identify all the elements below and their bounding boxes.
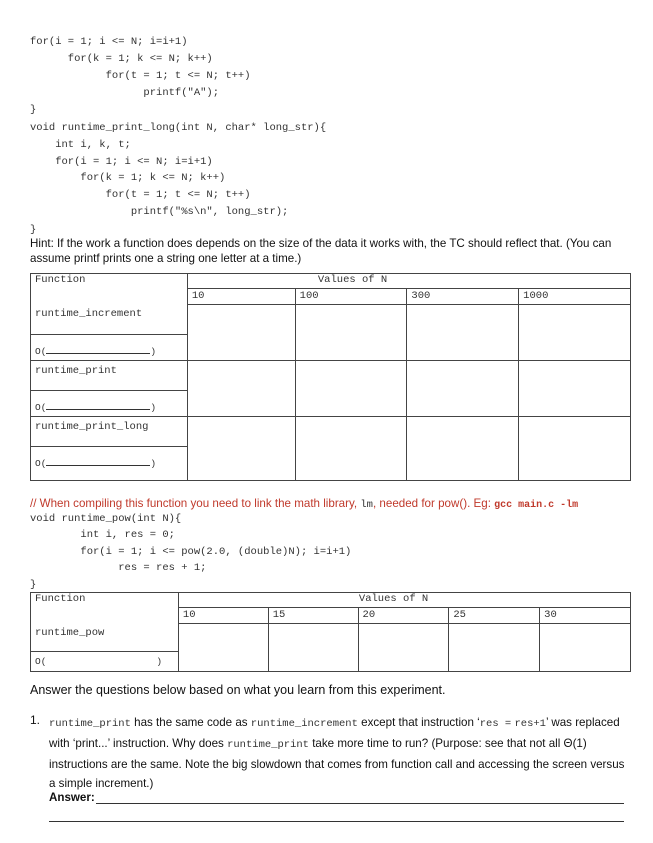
n-value-cell: [449, 607, 540, 623]
function-header-cell: [31, 274, 188, 289]
code-line: }: [30, 579, 37, 591]
complexity-cell[interactable]: [31, 390, 188, 416]
n-value-cell: [268, 607, 358, 623]
hint-text: Hint: If the work a function does depends on the size of the data it works with, the TC should reflect that. (You can assume printf prints one a string one letter at a time.): [30, 237, 612, 265]
complexity-cell[interactable]: [31, 651, 179, 671]
n-value-cell: [178, 607, 268, 623]
q1-text-a: has the same code as: [130, 716, 251, 729]
answer-label: Answer:: [49, 791, 95, 804]
code-line: for(k = 1; k <= N; k++): [30, 53, 213, 65]
code-line: for(i = 1; i <= N; i=i+1): [30, 36, 188, 48]
values-header-cell: [178, 593, 630, 608]
q1-code-runtime-print-2: runtime_print: [227, 739, 309, 751]
q1-text-c: ’ was replaced with ‘print...’ instruction. Why does: [49, 716, 620, 750]
close-paren: ): [156, 655, 163, 667]
result-cell[interactable]: [407, 416, 519, 480]
close-paren: ): [150, 345, 157, 357]
result-cell[interactable]: [519, 304, 631, 360]
result-cell[interactable]: [187, 360, 295, 416]
close-paren: ): [150, 401, 157, 413]
code-line: int i, k, t;: [30, 139, 131, 151]
code-line: void runtime_pow(int N){: [30, 513, 182, 525]
n-value-cell: [519, 288, 631, 304]
result-cell[interactable]: [519, 360, 631, 416]
complexity-blank[interactable]: [46, 400, 150, 410]
result-cell[interactable]: [295, 360, 407, 416]
compile-note-prefix: // When compiling this function you need to link the math library,: [30, 497, 361, 510]
code-line: int i, res = 0;: [30, 529, 175, 541]
n-value: 300: [411, 289, 431, 302]
n-value: 30: [544, 608, 557, 621]
code-line: for(t = 1; t <= N; t++): [30, 189, 251, 201]
complexity-cell[interactable]: [31, 446, 188, 480]
n-value: 10: [191, 289, 205, 302]
compile-note-lm: lm: [360, 499, 373, 511]
q1-code-res-plus: res+1: [514, 718, 546, 730]
function-header: Function: [35, 593, 86, 605]
n-value: 20: [362, 608, 376, 621]
function-header: Function: [35, 274, 86, 286]
result-cell[interactable]: [519, 416, 631, 480]
function-name: runtime_print_long: [35, 420, 149, 433]
function-name: runtime_print: [35, 364, 117, 377]
n-value-cell: [187, 288, 295, 304]
code-line: printf("%s\n", long_str);: [30, 206, 289, 218]
function-name-cell: [31, 623, 179, 651]
n-value-cell: [295, 288, 407, 304]
values-header: Values of N: [317, 274, 388, 286]
code-line: res = res + 1;: [30, 562, 207, 574]
function-name: runtime_pow: [35, 627, 105, 639]
values-header-cell: [187, 274, 630, 289]
n-value: 1000: [523, 289, 549, 302]
result-cell[interactable]: [178, 623, 268, 671]
code-line: void runtime_print_long(int N, char* long_str){: [30, 122, 327, 134]
code-line: }: [30, 104, 37, 116]
compile-note-mid: , needed for pow(). Eg:: [372, 497, 495, 510]
o-label: O(: [35, 457, 47, 469]
result-cell[interactable]: [407, 360, 519, 416]
complexity-cell[interactable]: [31, 334, 188, 360]
function-name-cell: [31, 416, 188, 446]
q1-code-runtime-print: runtime_print: [49, 718, 131, 730]
code-line: for(t = 1; t <= N; t++): [30, 70, 251, 82]
code-line: for(i = 1; i <= pow(2.0, (double)N); i=i+1): [30, 546, 352, 558]
n-value: 100: [299, 289, 319, 302]
compile-note: [30, 496, 640, 513]
function-name-cell: [31, 304, 188, 334]
q1-text-b: except that instruction ‘: [357, 716, 480, 729]
code-line: printf("A");: [30, 87, 220, 99]
questions-intro: Answer the questions below based on what you learn from this experiment.: [30, 683, 446, 697]
result-cell[interactable]: [449, 623, 540, 671]
n-value: 10: [182, 608, 196, 621]
result-cell[interactable]: [187, 416, 295, 480]
n-value-cell: [540, 607, 631, 623]
q1-purpose: (Purpose: see that not all Θ(1) instructions are the same. Note the big slowdown that comes from function call and accessing the screen versus a simple increment.): [49, 737, 625, 790]
o-label: O(: [35, 655, 47, 667]
result-cell[interactable]: [268, 623, 358, 671]
result-cell[interactable]: [187, 304, 295, 360]
code-line: }: [30, 224, 37, 236]
n-value-cell: [358, 607, 449, 623]
function-name-cell: [31, 360, 188, 390]
result-cell[interactable]: [407, 304, 519, 360]
answer-line-1[interactable]: [96, 803, 624, 804]
close-paren: ): [150, 457, 157, 469]
code-line: for(k = 1; k <= N; k++): [30, 172, 226, 184]
runtime-pow-table: [30, 592, 631, 672]
q1-code-runtime-increment: runtime_increment: [250, 718, 358, 730]
result-cell[interactable]: [358, 623, 449, 671]
o-label: O(: [35, 345, 47, 357]
result-cell[interactable]: [295, 304, 407, 360]
function-name: runtime_increment: [35, 308, 143, 320]
values-header: Values of N: [358, 593, 429, 605]
o-label: O(: [35, 401, 47, 413]
n-value: 15: [272, 608, 286, 621]
result-cell[interactable]: [540, 623, 631, 671]
compile-note-cmd: gcc main.c -lm: [494, 500, 579, 511]
complexity-blank[interactable]: [46, 344, 150, 354]
code-line: for(i = 1; i <= N; i=i+1): [30, 156, 213, 168]
question-1-text: [49, 713, 634, 793]
result-cell[interactable]: [295, 416, 407, 480]
function-header-cell: [31, 593, 179, 608]
n-value-cell: [407, 288, 519, 304]
question-1-number: 1.: [30, 713, 41, 727]
runtime-table: [30, 273, 631, 481]
n-value: 25: [453, 608, 466, 621]
answer-line-2[interactable]: [49, 821, 624, 822]
complexity-blank[interactable]: [46, 456, 150, 466]
q1-text-d: take more time to run?: [308, 737, 429, 750]
q1-code-res: res =: [479, 718, 512, 730]
